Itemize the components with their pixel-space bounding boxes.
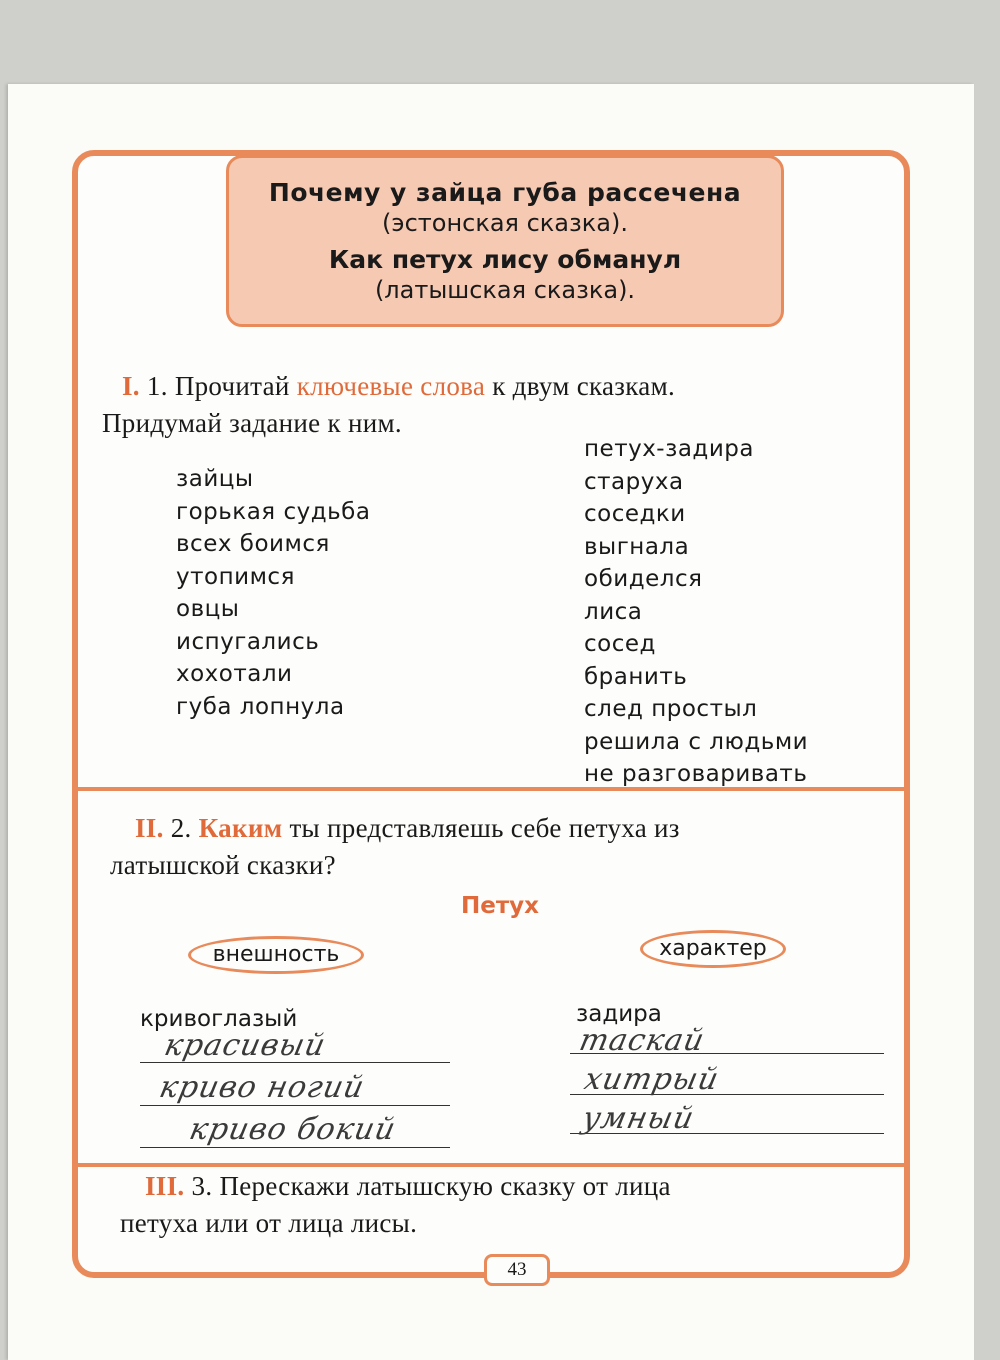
task-3 xyxy=(120,1168,671,1242)
center-label-petukh: Петух xyxy=(460,893,539,919)
keyword-item: выгнала xyxy=(584,533,690,560)
keyword-item: губа лопнула xyxy=(176,693,345,720)
keyword-item: зайцы xyxy=(176,466,254,492)
task-2-line2: латышской сказки? xyxy=(110,850,336,880)
oval-appearance: внешность xyxy=(188,936,364,974)
keyword-item: сосед xyxy=(584,631,656,657)
keyword-item: соседки xyxy=(584,501,686,527)
title-story-1: Почему у зайца губа рассечена xyxy=(268,178,742,207)
title-origin-2: (латышская сказка). xyxy=(374,276,636,304)
keyword-item: всех боимся xyxy=(176,531,330,557)
title-origin-1: (эстонская сказка). xyxy=(382,209,628,237)
handwritten-answer: умный xyxy=(579,1101,698,1136)
given-word-left: кривоглазый xyxy=(140,1006,298,1032)
task-2 xyxy=(110,810,680,884)
task-3-text: 3. Перескажи латышскую сказку от лица xyxy=(191,1171,671,1201)
handwritten-answer: таскай xyxy=(576,1023,708,1058)
keywords-left-list xyxy=(176,463,370,723)
keyword-item: бранить xyxy=(584,663,688,690)
keyword-item: овцы xyxy=(176,596,240,622)
handwritten-answer: криво бокий xyxy=(186,1112,400,1147)
keyword-item: не разговаривать xyxy=(584,761,808,787)
oval-character: характер xyxy=(640,930,786,968)
handwritten-answer: красивый xyxy=(161,1028,330,1063)
task-1 xyxy=(102,368,676,442)
task-1-line2: Придумай задание к ним. xyxy=(102,408,402,438)
keyword-item: хохотали xyxy=(176,661,293,687)
handwritten-answer: криво ногий xyxy=(156,1070,368,1105)
keyword-item: испугались xyxy=(176,628,320,655)
task-1-text: 1. Прочитай xyxy=(146,371,290,401)
task-2-text: 2. xyxy=(170,813,192,843)
page-number: 43 xyxy=(484,1254,550,1286)
task-3-line2: петуха или от лица лисы. xyxy=(120,1208,418,1238)
title-story-2: Как петух лису обманул xyxy=(328,245,682,274)
task-2-accent: Каким xyxy=(198,813,283,843)
task-2-text-end: ты представляешь себе петуха из xyxy=(289,813,680,843)
given-word-right: задира xyxy=(576,1001,662,1027)
answer-line xyxy=(140,1105,450,1106)
handwritten-answer: хитрый xyxy=(581,1062,723,1097)
task-2-number: II. xyxy=(135,813,164,843)
keyword-item: петух-задира xyxy=(584,436,754,462)
task-1-accent: ключевые слова xyxy=(296,371,486,401)
keywords-right-list xyxy=(584,433,808,791)
task-1-text-end: к двум сказкам. xyxy=(492,371,676,401)
keyword-item: горькая судьба xyxy=(176,498,371,525)
keyword-item: решила с людьми xyxy=(584,728,809,755)
task-1-number: I. xyxy=(122,371,140,401)
keyword-item: след простыл xyxy=(584,696,758,722)
task-3-number: III. xyxy=(145,1171,185,1201)
keyword-item: обиделся xyxy=(584,566,703,592)
keyword-item: лиса xyxy=(584,598,643,625)
answer-line xyxy=(140,1147,450,1148)
title-box xyxy=(226,155,784,327)
keyword-item: утопимся xyxy=(176,563,295,590)
section-divider-2 xyxy=(72,1163,910,1167)
keyword-item: старуха xyxy=(584,468,684,495)
